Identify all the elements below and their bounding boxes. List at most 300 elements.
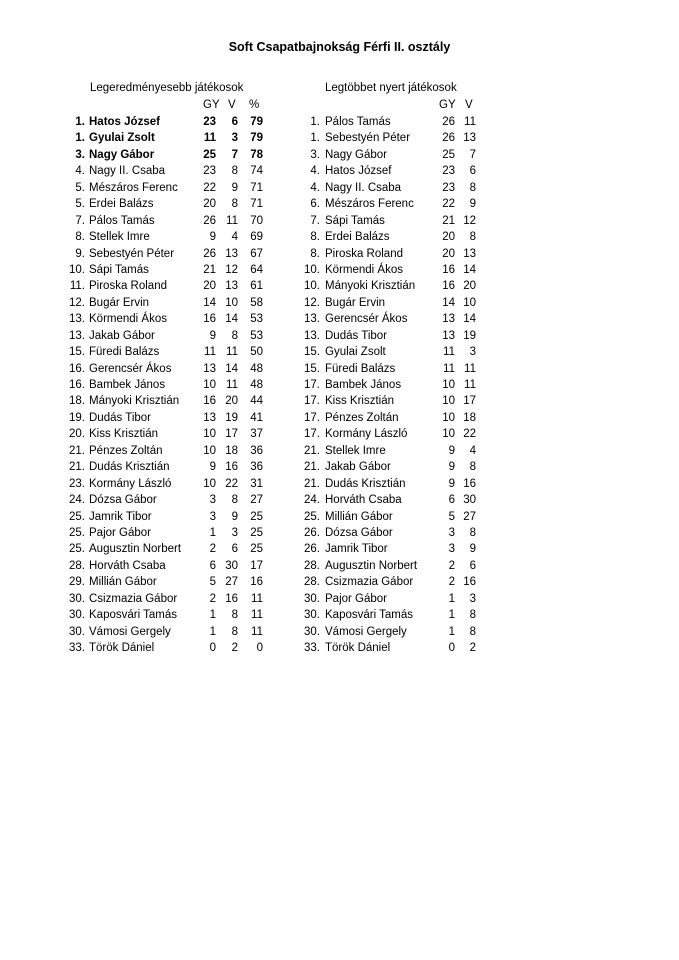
right-table-heading: Legtöbbet nyert játékosok	[325, 82, 457, 94]
player-name: Jamrik Tibor	[325, 543, 388, 556]
percent-cell: 44	[250, 395, 263, 408]
table-row	[0, 361, 679, 377]
played-cell: 10	[203, 379, 216, 391]
table-row	[0, 509, 679, 525]
played-cell: 11	[443, 362, 455, 375]
won-cell: 11	[464, 116, 476, 128]
won-cell: 8	[231, 609, 238, 622]
rank-cell: 1.	[75, 116, 85, 128]
rank-cell: 26.	[304, 543, 320, 556]
player-name: Erdei Balázs	[89, 198, 154, 211]
won-cell: 16	[225, 461, 238, 474]
player-name: Gerencsér Ákos	[325, 313, 408, 326]
player-name: Nagy II. Csaba	[89, 165, 166, 178]
played-cell: 2	[448, 559, 455, 572]
table-row	[0, 262, 679, 278]
rank-cell: 3.	[310, 148, 320, 161]
left-col-gy: GY	[203, 99, 220, 111]
player-name: Kormány László	[89, 477, 172, 490]
played-cell: 9	[209, 461, 216, 474]
played-cell: 10	[442, 395, 455, 408]
player-name: Mészáros Ferenc	[325, 198, 414, 211]
rank-cell: 30.	[69, 625, 85, 638]
rank-cell: 12.	[69, 296, 85, 309]
played-cell: 11	[204, 346, 216, 359]
won-cell: 12	[225, 263, 238, 276]
player-name: Vámosi Gergely	[325, 625, 407, 638]
won-cell: 9	[231, 181, 238, 194]
won-cell: 14	[225, 313, 238, 326]
player-name: Bambek János	[325, 379, 402, 391]
rank-cell: 33.	[304, 642, 320, 654]
percent-cell: 53	[250, 313, 263, 326]
player-name: Sebestyén Péter	[89, 247, 175, 260]
player-name: Pénzes Zoltán	[325, 411, 399, 424]
rank-cell: 24.	[69, 494, 85, 507]
player-name: Pálos Tamás	[325, 116, 391, 128]
table-row	[0, 541, 679, 557]
percent-cell: 71	[250, 198, 263, 211]
player-name: Millián Gábor	[325, 510, 393, 523]
rank-cell: 13.	[69, 313, 85, 326]
player-name: Jamrik Tibor	[89, 510, 152, 523]
table-row	[0, 163, 679, 179]
played-cell: 11	[203, 132, 216, 145]
rank-cell: 1.	[310, 116, 320, 128]
played-cell: 20	[442, 231, 455, 244]
rank-cell: 25.	[69, 526, 85, 539]
rank-cell: 25.	[69, 543, 85, 556]
played-cell: 10	[442, 379, 455, 391]
rank-cell: 10.	[69, 263, 85, 276]
player-name: Mányoki Krisztián	[325, 280, 416, 293]
rank-cell: 23.	[69, 477, 85, 490]
played-cell: 10	[203, 444, 216, 457]
percent-cell: 16	[250, 576, 263, 589]
table-row	[0, 114, 679, 130]
rank-cell: 21.	[69, 461, 85, 474]
rank-cell: 16.	[69, 362, 85, 375]
player-name: Stellek Imre	[325, 444, 386, 457]
rank-cell: 8.	[310, 231, 320, 244]
played-cell: 23	[442, 181, 455, 194]
won-cell: 11	[226, 379, 238, 391]
played-cell: 16	[203, 395, 216, 408]
percent-cell: 58	[250, 296, 263, 309]
rank-cell: 4.	[75, 165, 85, 178]
rank-cell: 13.	[69, 329, 85, 342]
won-cell: 3	[231, 526, 238, 539]
played-cell: 10	[442, 428, 455, 441]
played-cell: 22	[203, 181, 216, 194]
table-row	[0, 311, 679, 327]
rank-cell: 1.	[75, 132, 85, 145]
played-cell: 2	[448, 576, 455, 589]
player-name: Dudás Tibor	[89, 411, 152, 424]
won-cell: 8	[469, 625, 476, 638]
played-cell: 14	[203, 296, 216, 309]
won-cell: 11	[464, 362, 476, 375]
won-cell: 3	[469, 592, 476, 605]
rank-cell: 29.	[69, 576, 85, 589]
rank-cell: 17.	[304, 395, 320, 408]
percent-cell: 64	[250, 263, 263, 276]
rank-cell: 21.	[304, 444, 320, 457]
table-row	[0, 295, 679, 311]
won-cell: 14	[225, 362, 238, 375]
player-name: Gyulai Zsolt	[89, 132, 155, 145]
rank-cell: 33.	[69, 642, 85, 654]
player-name: Dudás Krisztián	[325, 477, 406, 490]
player-name: Kiss Krisztián	[325, 395, 395, 408]
percent-cell: 61	[250, 280, 263, 293]
right-col-v: V	[465, 99, 473, 111]
played-cell: 10	[442, 411, 455, 424]
rank-cell: 8.	[75, 231, 85, 244]
rank-cell: 8.	[310, 247, 320, 260]
player-name: Bugár Ervin	[89, 296, 150, 309]
rank-cell: 7.	[75, 214, 85, 227]
rank-cell: 18.	[69, 395, 85, 408]
played-cell: 13	[203, 362, 216, 375]
played-cell: 16	[442, 263, 455, 276]
played-cell: 23	[203, 116, 216, 128]
player-name: Bambek János	[89, 379, 166, 391]
player-name: Körmendi Ákos	[89, 313, 167, 326]
won-cell: 8	[231, 494, 238, 507]
table-row	[0, 574, 679, 590]
rank-cell: 30.	[304, 592, 320, 605]
played-cell: 13	[442, 329, 455, 342]
won-cell: 16	[463, 576, 476, 589]
won-cell: 6	[231, 116, 238, 128]
player-name: Pálos Tamás	[89, 214, 155, 227]
played-cell: 14	[442, 296, 455, 309]
won-cell: 20	[463, 280, 476, 293]
player-name: Jakab Gábor	[325, 461, 391, 474]
played-cell: 26	[442, 116, 455, 128]
player-name: Kaposvári Tamás	[325, 609, 413, 622]
played-cell: 2	[209, 592, 216, 605]
won-cell: 11	[464, 379, 476, 391]
table-row	[0, 492, 679, 508]
played-cell: 1	[209, 526, 216, 539]
player-name: Dózsa Gábor	[89, 494, 157, 507]
won-cell: 8	[469, 231, 476, 244]
won-cell: 22	[463, 428, 476, 441]
player-name: Füredi Balázs	[325, 362, 396, 375]
played-cell: 23	[442, 165, 455, 178]
won-cell: 13	[463, 247, 476, 260]
won-cell: 27	[225, 576, 238, 589]
won-cell: 20	[225, 395, 238, 408]
percent-cell: 50	[250, 346, 263, 359]
rank-cell: 28.	[304, 576, 320, 589]
rank-cell: 28.	[69, 559, 85, 572]
table-row	[0, 130, 679, 146]
player-name: Mészáros Ferenc	[89, 181, 178, 194]
played-cell: 9	[209, 329, 216, 342]
played-cell: 10	[203, 477, 216, 490]
won-cell: 4	[469, 444, 476, 457]
won-cell: 13	[463, 132, 476, 145]
left-col-pct: %	[249, 99, 260, 111]
played-cell: 3	[448, 543, 455, 556]
won-cell: 27	[463, 510, 476, 523]
player-name: Füredi Balázs	[89, 346, 160, 359]
page-title: Soft Csapatbajnokság Férfi II. osztály	[228, 40, 451, 54]
table-row	[0, 196, 679, 212]
table-row	[0, 229, 679, 245]
won-cell: 9	[469, 198, 476, 211]
player-name: Hatos József	[325, 165, 392, 178]
won-cell: 9	[231, 510, 238, 523]
table-row	[0, 558, 679, 574]
rank-cell: 30.	[304, 609, 320, 622]
won-cell: 22	[225, 477, 238, 490]
percent-cell: 74	[250, 165, 263, 178]
played-cell: 9	[448, 444, 455, 457]
won-cell: 17	[225, 428, 238, 441]
won-cell: 8	[469, 609, 476, 622]
table-row	[0, 624, 679, 640]
player-name: Nagy Gábor	[325, 148, 388, 161]
table-row	[0, 213, 679, 229]
player-name: Török Dániel	[325, 642, 391, 654]
percent-cell: 17	[250, 559, 263, 572]
played-cell: 3	[448, 526, 455, 539]
rank-cell: 5.	[75, 181, 85, 194]
won-cell: 8	[231, 198, 238, 211]
rank-cell: 25.	[304, 510, 320, 523]
won-cell: 13	[225, 280, 238, 293]
rank-cell: 19.	[69, 411, 85, 424]
player-name: Nagy II. Csaba	[325, 181, 402, 194]
won-cell: 11	[226, 346, 238, 359]
played-cell: 26	[442, 132, 455, 145]
won-cell: 19	[225, 411, 238, 424]
played-cell: 26	[203, 247, 216, 260]
player-name: Piroska Roland	[325, 247, 403, 260]
played-cell: 0	[209, 642, 216, 654]
played-cell: 26	[203, 214, 216, 227]
won-cell: 6	[231, 543, 238, 556]
rank-cell: 15.	[304, 362, 320, 375]
right-results-table	[0, 114, 679, 656]
rank-cell: 12.	[304, 296, 320, 309]
won-cell: 13	[225, 247, 238, 260]
won-cell: 8	[469, 181, 476, 194]
rank-cell: 17.	[304, 411, 320, 424]
right-col-gy: GY	[439, 99, 456, 111]
rank-cell: 15.	[69, 346, 85, 359]
won-cell: 11	[226, 214, 238, 227]
won-cell: 18	[463, 411, 476, 424]
played-cell: 11	[443, 346, 455, 359]
player-name: Gerencsér Ákos	[89, 362, 172, 375]
rank-cell: 10.	[304, 280, 320, 293]
percent-cell: 79	[250, 132, 263, 145]
table-row	[0, 180, 679, 196]
won-cell: 16	[225, 592, 238, 605]
player-name: Sebestyén Péter	[325, 132, 411, 145]
player-name: Dudás Krisztián	[89, 461, 170, 474]
won-cell: 2	[231, 642, 238, 654]
player-name: Kiss Krisztián	[89, 428, 159, 441]
won-cell: 2	[469, 642, 476, 654]
played-cell: 1	[209, 609, 216, 622]
played-cell: 23	[203, 165, 216, 178]
played-cell: 20	[203, 280, 216, 293]
table-row	[0, 344, 679, 360]
table-row	[0, 393, 679, 409]
percent-cell: 37	[250, 428, 263, 441]
percent-cell: 25	[250, 543, 263, 556]
rank-cell: 30.	[304, 625, 320, 638]
won-cell: 30	[225, 559, 238, 572]
percent-cell: 31	[250, 477, 263, 490]
won-cell: 6	[469, 165, 476, 178]
rank-cell: 30.	[69, 592, 85, 605]
rank-cell: 30.	[69, 609, 85, 622]
table-row	[0, 443, 679, 459]
player-name: Stellek Imre	[89, 231, 150, 244]
played-cell: 5	[209, 576, 216, 589]
won-cell: 17	[463, 395, 476, 408]
player-name: Jakab Gábor	[89, 329, 155, 342]
rank-cell: 24.	[304, 494, 320, 507]
percent-cell: 25	[250, 510, 263, 523]
played-cell: 21	[442, 214, 455, 227]
rank-cell: 9.	[75, 247, 85, 260]
table-row	[0, 525, 679, 541]
percent-cell: 79	[250, 116, 263, 128]
table-row	[0, 459, 679, 475]
percent-cell: 11	[251, 592, 263, 605]
table-row	[0, 246, 679, 262]
won-cell: 18	[225, 444, 238, 457]
player-name: Kaposvári Tamás	[89, 609, 177, 622]
percent-cell: 48	[250, 379, 263, 391]
player-name: Millián Gábor	[89, 576, 157, 589]
played-cell: 1	[209, 625, 216, 638]
rank-cell: 21.	[69, 444, 85, 457]
won-cell: 7	[469, 148, 476, 161]
table-row	[0, 640, 679, 656]
percent-cell: 11	[251, 609, 263, 622]
table-row	[0, 410, 679, 426]
played-cell: 25	[442, 148, 455, 161]
percent-cell: 48	[250, 362, 263, 375]
won-cell: 3	[469, 346, 476, 359]
player-name: Gyulai Zsolt	[325, 346, 386, 359]
percent-cell: 53	[250, 329, 263, 342]
played-cell: 3	[209, 494, 216, 507]
rank-cell: 4.	[310, 181, 320, 194]
rank-cell: 17.	[304, 428, 320, 441]
rank-cell: 5.	[75, 198, 85, 211]
won-cell: 8	[469, 461, 476, 474]
table-row	[0, 328, 679, 344]
rank-cell: 20.	[69, 428, 85, 441]
percent-cell: 78	[250, 148, 263, 161]
percent-cell: 67	[250, 247, 263, 260]
rank-cell: 15.	[304, 346, 320, 359]
player-name: Piroska Roland	[89, 280, 167, 293]
player-name: Augusztin Norbert	[89, 543, 182, 556]
played-cell: 10	[203, 428, 216, 441]
player-name: Erdei Balázs	[325, 231, 390, 244]
played-cell: 3	[209, 510, 216, 523]
player-name: Pénzes Zoltán	[89, 444, 163, 457]
table-row	[0, 607, 679, 623]
won-cell: 12	[463, 214, 476, 227]
played-cell: 20	[442, 247, 455, 260]
table-row	[0, 591, 679, 607]
played-cell: 6	[448, 494, 455, 507]
percent-cell: 70	[250, 214, 263, 227]
player-name: Horváth Csaba	[325, 494, 402, 507]
rank-cell: 26.	[304, 526, 320, 539]
played-cell: 9	[448, 461, 455, 474]
player-name: Horváth Csaba	[89, 559, 166, 572]
table-row	[0, 377, 679, 393]
played-cell: 0	[448, 642, 455, 654]
played-cell: 16	[442, 280, 455, 293]
won-cell: 9	[469, 543, 476, 556]
percent-cell: 0	[256, 642, 263, 654]
player-name: Csizmazia Gábor	[89, 592, 178, 605]
rank-cell: 25.	[69, 510, 85, 523]
player-name: Mányoki Krisztián	[89, 395, 180, 408]
played-cell: 9	[209, 231, 216, 244]
rank-cell: 13.	[304, 313, 320, 326]
player-name: Augusztin Norbert	[325, 559, 418, 572]
won-cell: 30	[463, 494, 476, 507]
played-cell: 21	[203, 263, 216, 276]
played-cell: 1	[448, 625, 455, 638]
rank-cell: 4.	[310, 165, 320, 178]
player-name: Dudás Tibor	[325, 329, 388, 342]
percent-cell: 69	[250, 231, 263, 244]
table-row	[0, 278, 679, 294]
played-cell: 9	[448, 477, 455, 490]
player-name: Török Dániel	[89, 642, 155, 654]
played-cell: 1	[448, 592, 455, 605]
played-cell: 16	[203, 313, 216, 326]
table-row	[0, 426, 679, 442]
rank-cell: 16.	[69, 379, 85, 391]
percent-cell: 36	[250, 444, 263, 457]
won-cell: 10	[225, 296, 238, 309]
percent-cell: 41	[250, 411, 263, 424]
player-name: Sápi Tamás	[89, 263, 149, 276]
played-cell: 6	[209, 559, 216, 572]
player-name: Körmendi Ákos	[325, 263, 403, 276]
won-cell: 7	[231, 148, 238, 161]
player-name: Kormány László	[325, 428, 408, 441]
player-name: Dózsa Gábor	[325, 526, 393, 539]
player-name: Sápi Tamás	[325, 214, 385, 227]
percent-cell: 27	[250, 494, 263, 507]
won-cell: 8	[231, 329, 238, 342]
percent-cell: 11	[251, 625, 263, 638]
rank-cell: 21.	[304, 461, 320, 474]
percent-cell: 36	[250, 461, 263, 474]
rank-cell: 3.	[75, 148, 85, 161]
won-cell: 10	[463, 296, 476, 309]
won-cell: 8	[231, 165, 238, 178]
